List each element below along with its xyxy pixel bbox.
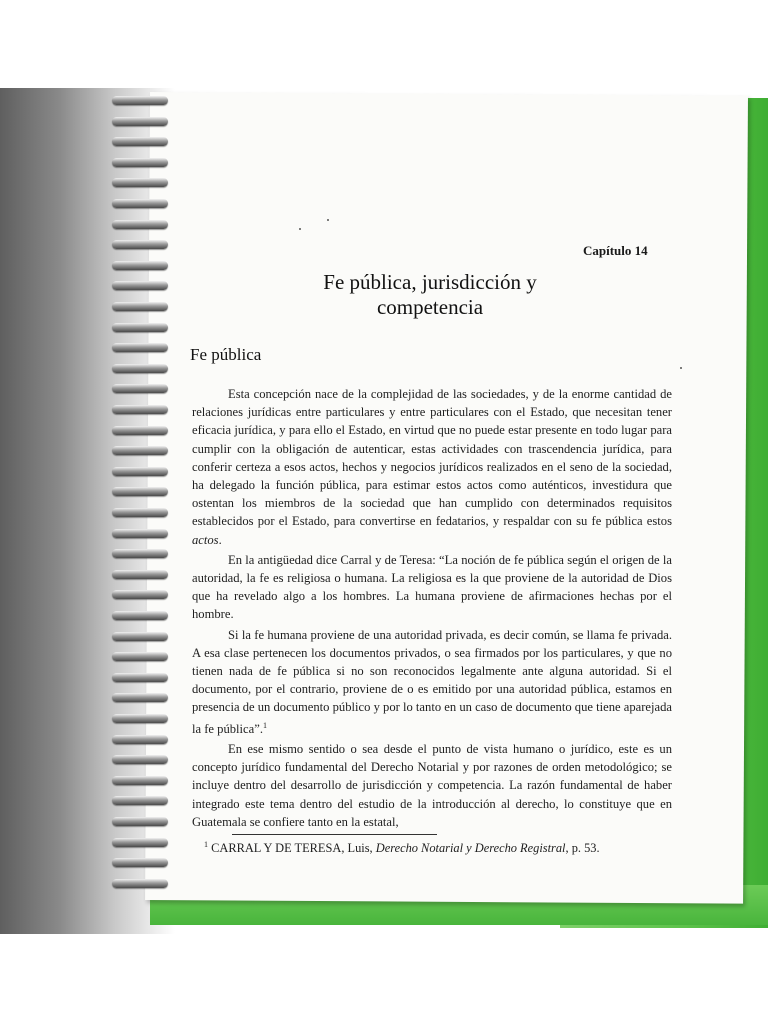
paragraph [192, 385, 672, 549]
paragraph [192, 740, 672, 831]
spiral-coil [112, 117, 168, 126]
footnote-works: Derecho Notarial y Derecho Registral [375, 841, 566, 856]
spiral-coil [112, 302, 168, 311]
spiral-coil [112, 570, 168, 579]
paragraph [192, 551, 672, 624]
spiral-coil [112, 158, 168, 167]
spiral-coil [112, 446, 168, 455]
spiral-coil [112, 796, 168, 805]
paper-speck [299, 228, 301, 230]
spiral-coil [112, 137, 168, 146]
spiral-coil [112, 838, 168, 847]
spiral-binding [112, 96, 172, 906]
spiral-coil [112, 384, 168, 393]
spiral-coil [112, 240, 168, 249]
spiral-coil [112, 755, 168, 764]
spiral-coil [112, 364, 168, 373]
spiral-coil [112, 178, 168, 187]
footnote-divider [232, 834, 437, 835]
spiral-coil [112, 735, 168, 744]
spiral-coil [112, 714, 168, 723]
chapter-title-line-1: Fe pública, jurisdicción y [323, 270, 537, 294]
spiral-coil [112, 343, 168, 352]
spiral-coil [112, 611, 168, 620]
spiral-coil [112, 693, 168, 702]
spiral-coil [112, 508, 168, 517]
chapter-number: Capítulo 14 [583, 243, 648, 258]
footnote-page: , p. 53. [565, 841, 600, 856]
chapter-title [250, 270, 610, 320]
paragraph [192, 626, 672, 738]
paragraph-text: Si la fe humana proviene de una autoridad privada, es decir común, se llama fe privada. A esa clase pertenecen los documentos privados, o sea firmados por los particulares, y que no tienen nada de fe pública si no son reconocidos legalmente ante alguna autoridad. Si el documento, por el contrario, proviene de o es emitido por una autoridad pública, estamos en presencia de un documento público y por lo tanto en un caso de documento que tiene aparejada la fe pública”. [192, 627, 672, 736]
paragraph-text: En ese mismo sentido o sea desde el punto de vista humano o jurídico, este es un concepto jurídico fundamental del Derecho Notarial y por razones de orden metodológico; se incluye dentro del desarrollo de jurisdicción y competencia. La razón fundamental de haber integrado este tema dentro del estudio de la introducción al derecho, lo constituye que en Guatemala se confiere tanto en la estatal, [192, 742, 672, 829]
spiral-coil [112, 673, 168, 682]
spiral-coil [112, 652, 168, 661]
spiral-coil [112, 549, 168, 558]
spiral-coil [112, 632, 168, 641]
paragraph-italic: actos [192, 532, 219, 547]
paragraph-text: En la antigüedad dice Carral y de Teresa: “La noción de fe pública según el origen de la autoridad, la fe es religiosa o humana. La religiosa es la que proviene de la autoridad de Dios que ha revelado algo a los hombres. La humana proviene de afirmaciones hechas por el hombre. [192, 552, 672, 622]
spiral-coil [112, 776, 168, 785]
spiral-coil [112, 529, 168, 538]
spiral-coil [112, 858, 168, 867]
paragraph-tail: . [218, 532, 222, 547]
section-heading: Fe pública [190, 345, 262, 364]
footnote-reference: 1 [262, 720, 267, 730]
spiral-coil [112, 281, 168, 290]
spiral-coil [112, 220, 168, 229]
spiral-coil [112, 405, 168, 414]
paragraph-text: Esta concepción nace de la complejidad de las sociedades, y de la enorme cantidad de relaciones jurídicas entre particulares y entre particulares con el Estado, que necesitan tener eficacia jurídica, y para ello el Estado, en virtud que no puede estar presente en todo lugar para cumplir con la obligación de autenticar, estas actividades con trascendencia jurídica, para conferir certeza a esos actos, hechos y negocios jurídicos realizados en el seno de la sociedad, ha delegado la función pública, para estimar estos actos como auténticos, investidura que ostentan los miembros de la sociedad que han cumplido con determinados requisitos establecidos por el Estado, para convertirse en fedatarios, y respaldar con su fe pública estos [192, 387, 672, 529]
spiral-coil [112, 261, 168, 270]
spiral-coil [112, 487, 168, 496]
footnote [204, 840, 654, 856]
spiral-coil [112, 467, 168, 476]
spiral-coil [112, 323, 168, 332]
paper-speck [680, 367, 682, 369]
footnote-author: CARRAL Y DE TERESA, Luis, [211, 841, 373, 856]
spiral-coil [112, 817, 168, 826]
spiral-coil [112, 426, 168, 435]
spiral-coil [112, 96, 168, 105]
paper-speck [327, 219, 329, 221]
footnote-number: 1 [204, 840, 208, 849]
body-text [192, 385, 672, 833]
spiral-coil [112, 879, 168, 888]
spiral-coil [112, 590, 168, 599]
chapter-title-line-2: competencia [376, 295, 484, 319]
spiral-coil [112, 199, 168, 208]
